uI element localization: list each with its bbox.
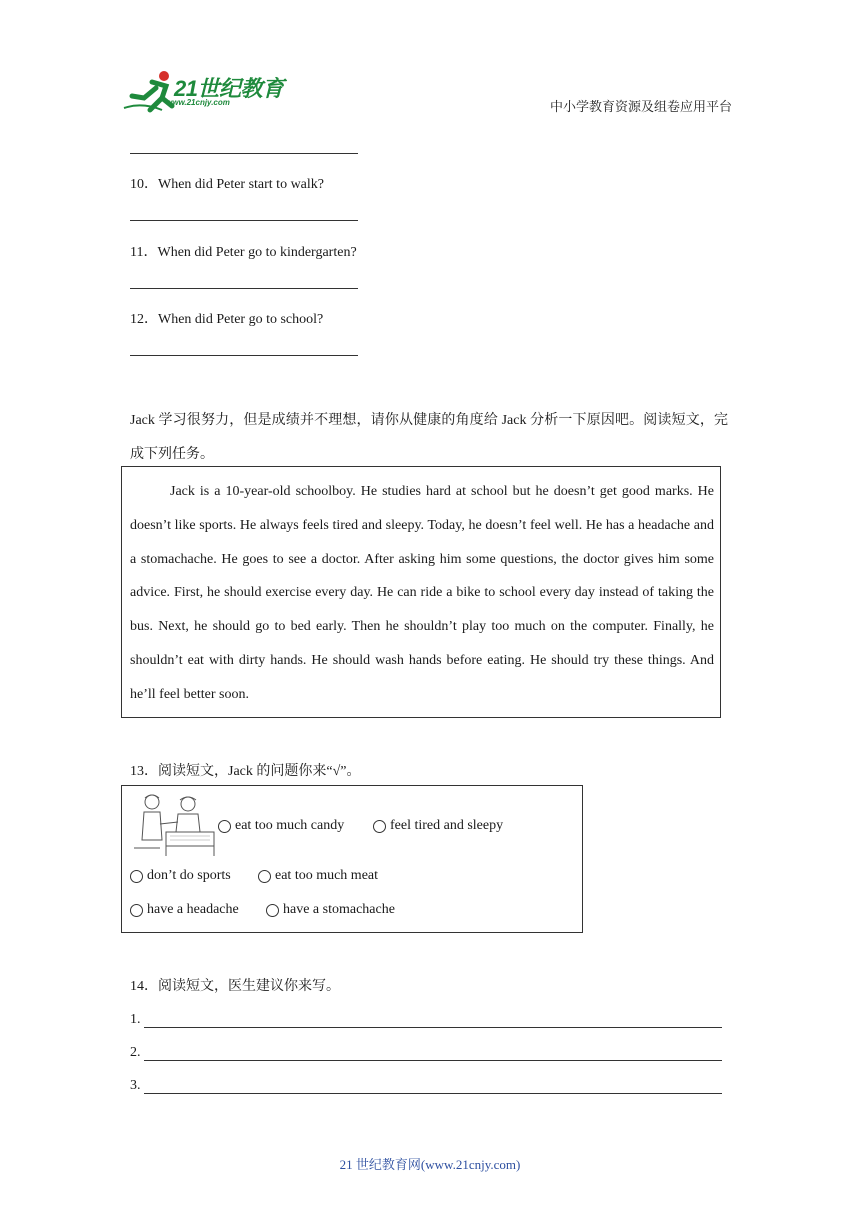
option-eat-too-much-candy[interactable] [218, 818, 344, 834]
answer-line [130, 355, 358, 356]
question-text: When did Peter go to school? [158, 312, 324, 327]
answer-line [130, 220, 358, 221]
option-label: have a headache [147, 902, 239, 917]
radio-circle-icon[interactable] [130, 870, 143, 883]
footer-text: 21 世纪教育网(www.21cnjy.com) [339, 1157, 521, 1172]
answer-blank[interactable] [144, 1013, 723, 1028]
question-number: 12． [130, 312, 158, 327]
radio-circle-icon[interactable] [373, 820, 386, 833]
passage-box [121, 466, 721, 718]
question-text: When did Peter start to walk? [158, 177, 325, 192]
logo-text: 21世纪教育 [174, 76, 284, 101]
header-platform-text: 中小学教育资源及组卷应用平台 [549, 99, 732, 114]
item-number: 1. [130, 1012, 141, 1027]
doctor-patient-illustration-icon [130, 790, 218, 858]
question-13-title: 13．阅读短文，Jack 的问题你来“√”。 [130, 764, 361, 779]
radio-circle-icon[interactable] [266, 904, 279, 917]
question-number: 11． [130, 245, 158, 260]
option-feel-tired-and-sleepy[interactable] [373, 818, 503, 834]
radio-circle-icon[interactable] [130, 904, 143, 917]
question-10 [130, 173, 324, 193]
answer-blank[interactable] [144, 1046, 723, 1061]
answer-row-2[interactable] [130, 1045, 722, 1061]
option-label: have a stomachache [283, 902, 395, 917]
question-11 [130, 241, 357, 261]
answer-blank[interactable] [144, 1079, 723, 1094]
question-text: When did Peter go to kindergarten? [157, 245, 357, 260]
answer-line [130, 153, 358, 154]
option-eat-too-much-meat[interactable] [258, 868, 378, 884]
option-dont-do-sports[interactable] [130, 868, 231, 884]
reading-intro: Jack 学习很努力，但是成绩并不理想，请你从健康的角度给 Jack 分析一下原因吧。阅读短文，完成下列任务。 [130, 413, 728, 462]
radio-circle-icon[interactable] [258, 870, 271, 883]
option-have-a-stomachache[interactable] [266, 902, 395, 918]
question-number: 10． [130, 177, 158, 192]
item-number: 2. [130, 1045, 141, 1060]
answer-row-3[interactable] [130, 1078, 722, 1094]
radio-circle-icon[interactable] [218, 820, 231, 833]
option-label: eat too much candy [235, 818, 345, 833]
question-14-title: 14．阅读短文，医生建议你来写。 [130, 979, 340, 994]
question-12 [130, 308, 323, 328]
logo-url: www.21cnjy.com [166, 98, 230, 107]
option-label: feel tired and sleepy [390, 818, 504, 833]
item-number: 3. [130, 1078, 141, 1093]
runner-logo-icon [122, 68, 182, 114]
option-label: don’t do sports [147, 868, 231, 883]
option-have-a-headache[interactable] [130, 902, 239, 918]
answer-row-1[interactable] [130, 1012, 722, 1028]
reading-passage: Jack is a 10-year-old schoolboy. He studies hard at school but he doesn’t get good marks. He doesn’t like sports. He always feels tired and sleepy. Today, he doesn’t feel well. He has a headache and a stomachache. He goes to see a doctor. After asking him some questions, the doctor gives him some advice. First, he should exercise every day. He can ride a bike to school every day instead of taking the bus. Next, he should go to bed early. Then he shouldn’t play too much on the computer. Finally, he shouldn’t eat with dirty hands. He should wash hands before eating. He should try these things. And he’ll feel better soon. [130, 484, 714, 702]
answer-line [130, 288, 358, 289]
logo [122, 68, 292, 114]
option-label: eat too much meat [275, 868, 379, 883]
options-box [121, 785, 583, 933]
